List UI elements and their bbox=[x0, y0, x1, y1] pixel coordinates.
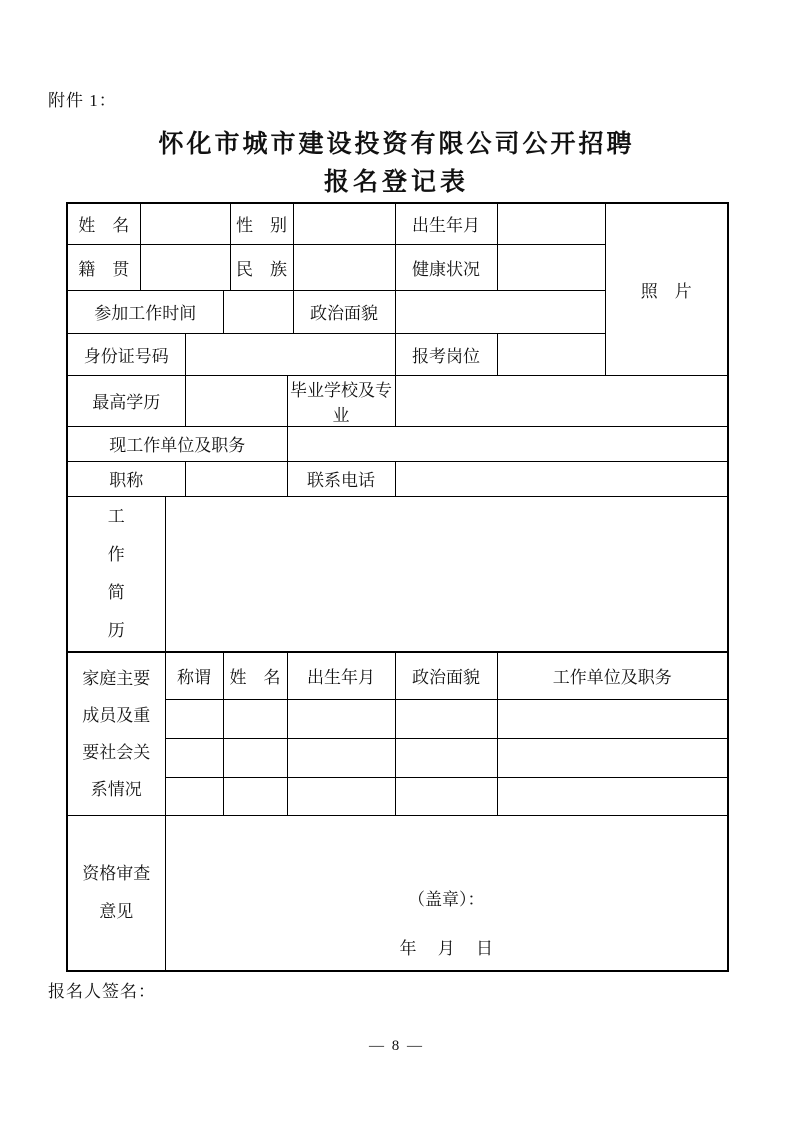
applied-position-value-cell bbox=[497, 333, 605, 375]
family-row bbox=[67, 699, 728, 738]
date-label: 年 月 日 bbox=[399, 938, 493, 958]
resume-content-cell bbox=[165, 496, 728, 652]
family-employer-cell bbox=[497, 738, 728, 777]
highest-education-value-cell bbox=[185, 375, 287, 426]
gender-value-cell bbox=[293, 203, 395, 244]
resume-section-label bbox=[67, 496, 165, 652]
page-subtitle: 报名登记表 bbox=[323, 168, 469, 196]
family-row bbox=[67, 738, 728, 777]
family-political-cell bbox=[395, 738, 497, 777]
family-col-political-header: 政治面貌 bbox=[395, 652, 497, 699]
work-start-value-cell bbox=[223, 290, 293, 333]
family-row bbox=[67, 777, 728, 815]
job-title-value-cell bbox=[185, 461, 287, 496]
family-label-line: 系情况 bbox=[90, 779, 142, 799]
family-col-employer-header: 工作单位及职务 bbox=[497, 652, 728, 699]
resume-label-char: 作 bbox=[107, 545, 125, 565]
current-employer-label: 现工作单位及职务 bbox=[67, 426, 287, 461]
page-number: — 8 — bbox=[369, 1038, 424, 1054]
family-relation-cell bbox=[165, 738, 223, 777]
applicant-signature-label: 报名人签名： bbox=[48, 982, 156, 1001]
review-content-cell bbox=[165, 815, 728, 971]
resume-label-char: 工 bbox=[107, 507, 125, 527]
seal-label: （盖章）： bbox=[408, 889, 485, 909]
family-name-cell bbox=[223, 738, 287, 777]
family-birth-cell bbox=[287, 738, 395, 777]
school-major-value-cell bbox=[395, 375, 728, 426]
family-section-label bbox=[67, 652, 165, 815]
family-employer-cell bbox=[497, 699, 728, 738]
health-value-cell bbox=[497, 244, 605, 290]
birth-date-label: 出生年月 bbox=[395, 203, 497, 244]
review-label-line: 资格审查 bbox=[82, 864, 151, 884]
family-political-cell bbox=[395, 699, 497, 738]
review-label-line: 意见 bbox=[99, 902, 134, 922]
native-place-value-cell bbox=[140, 244, 230, 290]
native-place-label: 籍 贯 bbox=[67, 244, 140, 290]
political-status-value-cell bbox=[395, 290, 605, 333]
review-section-label bbox=[67, 815, 165, 971]
ethnicity-value-cell bbox=[293, 244, 395, 290]
family-relation-cell bbox=[165, 699, 223, 738]
family-col-name-header: 姓 名 bbox=[223, 652, 287, 699]
photo-placeholder-cell: 照 片 bbox=[605, 203, 728, 375]
political-status-label: 政治面貌 bbox=[293, 290, 395, 333]
name-label: 姓 名 bbox=[67, 203, 140, 244]
birth-date-value-cell bbox=[497, 203, 605, 244]
family-birth-cell bbox=[287, 777, 395, 815]
work-start-label: 参加工作时间 bbox=[67, 290, 223, 333]
ethnicity-label: 民 族 bbox=[230, 244, 293, 290]
family-col-birth-header: 出生年月 bbox=[287, 652, 395, 699]
job-title-label: 职称 bbox=[67, 461, 185, 496]
family-label-line: 要社会关 bbox=[82, 742, 151, 762]
family-label-line: 成员及重 bbox=[82, 705, 151, 725]
registration-form-table bbox=[66, 202, 729, 972]
family-employer-cell bbox=[497, 777, 728, 815]
highest-education-label: 最高学历 bbox=[67, 375, 185, 426]
name-value-cell bbox=[140, 203, 230, 244]
health-label: 健康状况 bbox=[395, 244, 497, 290]
current-employer-value-cell bbox=[287, 426, 728, 461]
phone-value-cell bbox=[395, 461, 728, 496]
resume-label-char: 简 bbox=[107, 583, 125, 603]
family-name-cell bbox=[223, 777, 287, 815]
family-relation-cell bbox=[165, 777, 223, 815]
family-birth-cell bbox=[287, 699, 395, 738]
family-name-cell bbox=[223, 699, 287, 738]
family-political-cell bbox=[395, 777, 497, 815]
family-label-line: 家庭主要 bbox=[82, 668, 151, 688]
id-number-value-cell bbox=[185, 333, 395, 375]
page-title: 怀化市城市建设投资有限公司公开招聘 bbox=[158, 130, 635, 158]
school-major-label: 毕业学校及专业 bbox=[287, 375, 395, 426]
gender-label: 性 别 bbox=[230, 203, 293, 244]
applied-position-label: 报考岗位 bbox=[395, 333, 497, 375]
attachment-label: 附件 1： bbox=[48, 91, 117, 110]
family-col-relation-header: 称谓 bbox=[165, 652, 223, 699]
resume-label-char: 历 bbox=[107, 621, 125, 641]
phone-label: 联系电话 bbox=[287, 461, 395, 496]
id-number-label: 身份证号码 bbox=[67, 333, 185, 375]
